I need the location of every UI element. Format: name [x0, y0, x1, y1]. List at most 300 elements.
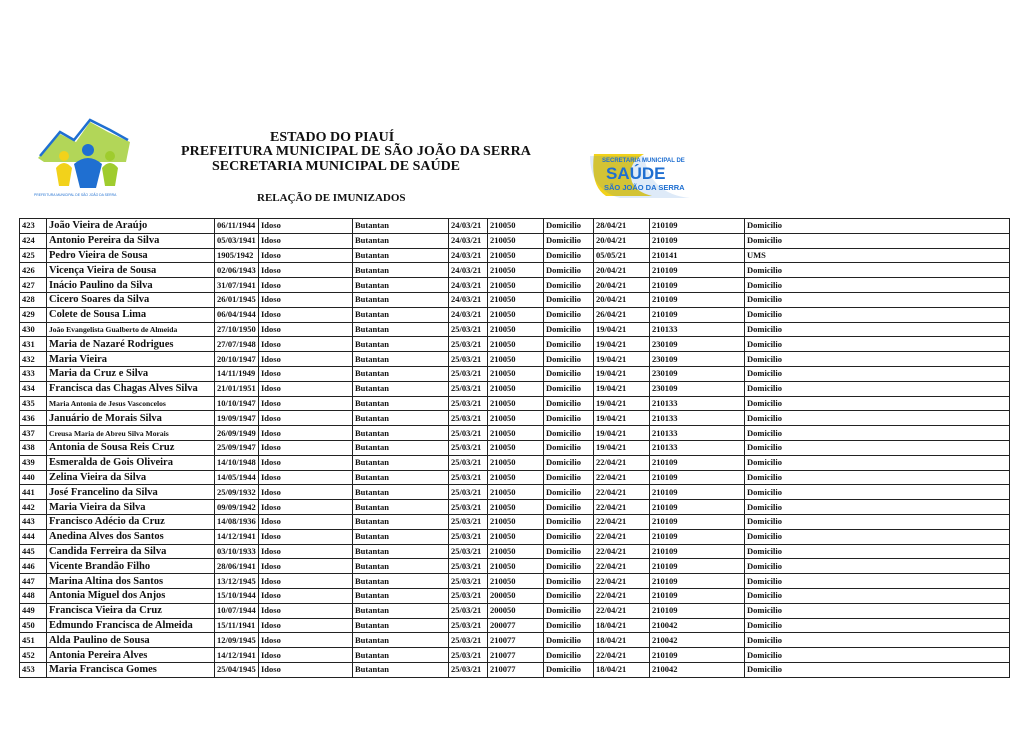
dose1-date: 25/03/21: [449, 352, 488, 367]
dose2-location: Domicilio: [745, 233, 1010, 248]
dose1-location: Domicilio: [544, 559, 594, 574]
secretaria-title: SECRETARIA MUNICIPAL DE SAÚDE: [212, 159, 461, 174]
dose1-date: 24/03/21: [449, 292, 488, 307]
dose2-date: 19/04/21: [594, 440, 650, 455]
dose2-lot: 210109: [650, 588, 745, 603]
dose1-lot: 200050: [488, 603, 544, 618]
row-number: 444: [20, 529, 47, 544]
dose2-date: 22/04/21: [594, 485, 650, 500]
vaccine-name: Butantan: [353, 574, 449, 589]
patient-name: Edmundo Francisca de Almeida: [47, 618, 215, 633]
patient-name: Francisco Adécio da Cruz: [47, 514, 215, 529]
patient-name: Creusa Maria de Abreu Silva Morais: [47, 426, 215, 441]
dose2-lot: 210109: [650, 574, 745, 589]
birth-date: 06/11/1944: [215, 219, 259, 234]
dose1-date: 25/03/21: [449, 381, 488, 396]
priority-group: Idoso: [259, 470, 353, 485]
table-row: [20, 529, 1010, 544]
priority-group: Idoso: [259, 292, 353, 307]
dose1-date: 24/03/21: [449, 278, 488, 293]
priority-group: Idoso: [259, 529, 353, 544]
dose2-lot: 210042: [650, 662, 745, 677]
dose1-date: 25/03/21: [449, 662, 488, 677]
patient-name: Zelina Vieira da Silva: [47, 470, 215, 485]
vaccine-name: Butantan: [353, 411, 449, 426]
dose2-lot: 210109: [650, 559, 745, 574]
dose2-lot: 210109: [650, 278, 745, 293]
patient-name: Antonia de Sousa Reis Cruz: [47, 440, 215, 455]
dose1-date: 25/03/21: [449, 440, 488, 455]
birth-date: 10/07/1944: [215, 603, 259, 618]
dose2-location: Domicilio: [745, 337, 1010, 352]
dose2-date: 19/04/21: [594, 337, 650, 352]
dose1-location: Domicilio: [544, 544, 594, 559]
dose1-date: 25/03/21: [449, 603, 488, 618]
birth-date: 31/07/1941: [215, 278, 259, 293]
dose2-date: 20/04/21: [594, 233, 650, 248]
vaccine-name: Butantan: [353, 426, 449, 441]
row-number: 424: [20, 233, 47, 248]
dose2-location: Domicilio: [745, 633, 1010, 648]
dose2-location: Domicilio: [745, 440, 1010, 455]
dose2-location: Domicilio: [745, 381, 1010, 396]
dose1-location: Domicilio: [544, 485, 594, 500]
dose1-location: Domicilio: [544, 633, 594, 648]
dose1-lot: 210050: [488, 411, 544, 426]
table-row: [20, 440, 1010, 455]
dose1-date: 25/03/21: [449, 574, 488, 589]
dose2-location: Domicilio: [745, 366, 1010, 381]
dose2-date: 05/05/21: [594, 248, 650, 263]
dose1-date: 25/03/21: [449, 426, 488, 441]
dose1-lot: 210050: [488, 500, 544, 515]
dose1-location: Domicilio: [544, 603, 594, 618]
dose2-date: 18/04/21: [594, 662, 650, 677]
patient-name: Antonia Pereira Alves: [47, 648, 215, 663]
dose1-lot: 210050: [488, 248, 544, 263]
patient-name: Vicença Vieira de Sousa: [47, 263, 215, 278]
priority-group: Idoso: [259, 500, 353, 515]
birth-date: 27/07/1948: [215, 337, 259, 352]
dose1-lot: 210050: [488, 307, 544, 322]
birth-date: 14/12/1941: [215, 648, 259, 663]
priority-group: Idoso: [259, 426, 353, 441]
dose2-date: 22/04/21: [594, 559, 650, 574]
table-row: [20, 500, 1010, 515]
priority-group: Idoso: [259, 485, 353, 500]
priority-group: Idoso: [259, 603, 353, 618]
birth-date: 26/09/1949: [215, 426, 259, 441]
birth-date: 10/10/1947: [215, 396, 259, 411]
priority-group: Idoso: [259, 352, 353, 367]
dose2-lot: 210109: [650, 648, 745, 663]
priority-group: Idoso: [259, 411, 353, 426]
dose1-location: Domicilio: [544, 381, 594, 396]
dose1-location: Domicilio: [544, 337, 594, 352]
dose2-lot: 210133: [650, 426, 745, 441]
row-number: 426: [20, 263, 47, 278]
dose2-location: Domicilio: [745, 411, 1010, 426]
dose1-date: 24/03/21: [449, 263, 488, 278]
dose2-date: 22/04/21: [594, 648, 650, 663]
priority-group: Idoso: [259, 633, 353, 648]
priority-group: Idoso: [259, 514, 353, 529]
dose2-date: 22/04/21: [594, 574, 650, 589]
dose2-location: Domicilio: [745, 662, 1010, 677]
birth-date: 20/10/1947: [215, 352, 259, 367]
row-number: 446: [20, 559, 47, 574]
secretaria-logo-bottom: SÃO JOÃO DA SERRA: [604, 183, 685, 192]
dose1-location: Domicilio: [544, 618, 594, 633]
table-row: [20, 485, 1010, 500]
prefeitura-title: PREFEITURA MUNICIPAL DE SÃO JOÃO DA SERRA: [181, 144, 531, 159]
patient-name: Anedina Alves dos Santos: [47, 529, 215, 544]
table-row: [20, 307, 1010, 322]
dose2-location: Domicilio: [745, 514, 1010, 529]
dose2-date: 22/04/21: [594, 588, 650, 603]
dose1-lot: 210050: [488, 219, 544, 234]
dose1-lot: 210050: [488, 559, 544, 574]
birth-date: 15/11/1941: [215, 618, 259, 633]
priority-group: Idoso: [259, 559, 353, 574]
patient-name: Francisca Vieira da Cruz: [47, 603, 215, 618]
priority-group: Idoso: [259, 366, 353, 381]
dose2-date: 18/04/21: [594, 618, 650, 633]
dose1-date: 25/03/21: [449, 648, 488, 663]
dose2-lot: 210042: [650, 633, 745, 648]
dose1-lot: 210050: [488, 396, 544, 411]
dose2-date: 18/04/21: [594, 633, 650, 648]
dose2-location: Domicilio: [745, 559, 1010, 574]
priority-group: Idoso: [259, 278, 353, 293]
vaccine-name: Butantan: [353, 292, 449, 307]
table-row: [20, 292, 1010, 307]
dose1-location: Domicilio: [544, 307, 594, 322]
table-row: [20, 574, 1010, 589]
dose2-lot: 230109: [650, 337, 745, 352]
birth-date: 25/04/1945: [215, 662, 259, 677]
row-number: 437: [20, 426, 47, 441]
dose2-lot: 210109: [650, 455, 745, 470]
vaccine-name: Butantan: [353, 322, 449, 337]
dose2-lot: 210109: [650, 544, 745, 559]
dose2-lot: 210042: [650, 618, 745, 633]
birth-date: 15/10/1944: [215, 588, 259, 603]
vaccine-name: Butantan: [353, 233, 449, 248]
dose1-date: 25/03/21: [449, 559, 488, 574]
dose1-date: 25/03/21: [449, 529, 488, 544]
dose2-date: 19/04/21: [594, 366, 650, 381]
birth-date: 25/09/1947: [215, 440, 259, 455]
dose1-date: 25/03/21: [449, 470, 488, 485]
dose1-date: 25/03/21: [449, 544, 488, 559]
priority-group: Idoso: [259, 440, 353, 455]
dose1-location: Domicilio: [544, 263, 594, 278]
vaccine-name: Butantan: [353, 307, 449, 322]
row-number: 433: [20, 366, 47, 381]
row-number: 432: [20, 352, 47, 367]
state-title: ESTADO DO PIAUÍ: [270, 130, 395, 145]
dose1-lot: 200050: [488, 588, 544, 603]
vaccine-name: Butantan: [353, 603, 449, 618]
birth-date: 02/06/1943: [215, 263, 259, 278]
dose1-location: Domicilio: [544, 233, 594, 248]
row-number: 445: [20, 544, 47, 559]
row-number: 428: [20, 292, 47, 307]
table-row: [20, 381, 1010, 396]
dose2-location: Domicilio: [745, 648, 1010, 663]
patient-name: Antonio Pereira da Silva: [47, 233, 215, 248]
dose1-location: Domicilio: [544, 322, 594, 337]
row-number: 447: [20, 574, 47, 589]
priority-group: Idoso: [259, 263, 353, 278]
priority-group: Idoso: [259, 455, 353, 470]
dose2-location: Domicilio: [745, 322, 1010, 337]
patient-name: Cicero Soares da Silva: [47, 292, 215, 307]
dose2-date: 20/04/21: [594, 292, 650, 307]
vaccine-name: Butantan: [353, 337, 449, 352]
birth-date: 27/10/1950: [215, 322, 259, 337]
dose2-location: Domicilio: [745, 396, 1010, 411]
dose1-date: 25/03/21: [449, 514, 488, 529]
row-number: 452: [20, 648, 47, 663]
dose1-location: Domicilio: [544, 278, 594, 293]
dose1-date: 25/03/21: [449, 366, 488, 381]
table-row: [20, 411, 1010, 426]
dose2-date: 19/04/21: [594, 411, 650, 426]
row-number: 443: [20, 514, 47, 529]
table-row: [20, 514, 1010, 529]
dose1-lot: 210050: [488, 292, 544, 307]
vaccine-name: Butantan: [353, 455, 449, 470]
priority-group: Idoso: [259, 574, 353, 589]
priority-group: Idoso: [259, 588, 353, 603]
dose1-location: Domicilio: [544, 219, 594, 234]
dose2-lot: 210109: [650, 307, 745, 322]
dose2-location: Domicilio: [745, 219, 1010, 234]
dose2-date: 22/04/21: [594, 529, 650, 544]
dose1-date: 25/03/21: [449, 337, 488, 352]
vaccine-name: Butantan: [353, 381, 449, 396]
dose2-lot: 230109: [650, 366, 745, 381]
row-number: 449: [20, 603, 47, 618]
birth-date: 05/03/1941: [215, 233, 259, 248]
dose2-location: Domicilio: [745, 500, 1010, 515]
table-row: [20, 559, 1010, 574]
relacao-title: RELAÇÃO DE IMUNIZADOS: [257, 192, 406, 204]
dose2-lot: 210109: [650, 470, 745, 485]
vaccine-name: Butantan: [353, 559, 449, 574]
vaccine-name: Butantan: [353, 263, 449, 278]
priority-group: Idoso: [259, 233, 353, 248]
birth-date: 13/12/1945: [215, 574, 259, 589]
vaccine-name: Butantan: [353, 248, 449, 263]
dose2-location: Domicilio: [745, 603, 1010, 618]
dose1-location: Domicilio: [544, 411, 594, 426]
dose2-lot: 210109: [650, 500, 745, 515]
dose2-location: Domicilio: [745, 307, 1010, 322]
dose1-location: Domicilio: [544, 500, 594, 515]
dose2-date: 26/04/21: [594, 307, 650, 322]
dose2-lot: 210109: [650, 603, 745, 618]
dose1-lot: 210077: [488, 662, 544, 677]
dose1-lot: 210050: [488, 440, 544, 455]
dose2-date: 20/04/21: [594, 263, 650, 278]
dose2-date: 22/04/21: [594, 544, 650, 559]
dose2-location: Domicilio: [745, 529, 1010, 544]
row-number: 425: [20, 248, 47, 263]
row-number: 436: [20, 411, 47, 426]
dose2-lot: 210133: [650, 411, 745, 426]
dose1-date: 24/03/21: [449, 307, 488, 322]
dose1-date: 25/03/21: [449, 633, 488, 648]
table-row: [20, 337, 1010, 352]
dose1-location: Domicilio: [544, 514, 594, 529]
dose2-date: 22/04/21: [594, 603, 650, 618]
priority-group: Idoso: [259, 248, 353, 263]
table-row: [20, 263, 1010, 278]
dose2-lot: 210109: [650, 514, 745, 529]
dose1-location: Domicilio: [544, 470, 594, 485]
vaccine-name: Butantan: [353, 278, 449, 293]
birth-date: 09/09/1942: [215, 500, 259, 515]
vaccine-name: Butantan: [353, 352, 449, 367]
dose2-location: Domicilio: [745, 574, 1010, 589]
dose1-date: 25/03/21: [449, 588, 488, 603]
table-row: [20, 322, 1010, 337]
birth-date: 14/10/1948: [215, 455, 259, 470]
vaccine-name: Butantan: [353, 633, 449, 648]
dose2-lot: 230109: [650, 381, 745, 396]
dose1-date: 25/03/21: [449, 618, 488, 633]
priority-group: Idoso: [259, 544, 353, 559]
dose1-location: Domicilio: [544, 455, 594, 470]
dose1-lot: 210050: [488, 366, 544, 381]
dose2-date: 19/04/21: [594, 396, 650, 411]
row-number: 440: [20, 470, 47, 485]
birth-date: 25/09/1932: [215, 485, 259, 500]
dose2-lot: 210141: [650, 248, 745, 263]
dose1-lot: 210050: [488, 233, 544, 248]
dose2-lot: 210109: [650, 263, 745, 278]
dose2-lot: 210109: [650, 233, 745, 248]
vaccine-name: Butantan: [353, 396, 449, 411]
priority-group: Idoso: [259, 648, 353, 663]
patient-name: Alda Paulino de Sousa: [47, 633, 215, 648]
patient-name: Maria Francisca Gomes: [47, 662, 215, 677]
dose2-date: 19/04/21: [594, 352, 650, 367]
dose1-date: 25/03/21: [449, 485, 488, 500]
birth-date: 1905/1942: [215, 248, 259, 263]
table-row: [20, 233, 1010, 248]
dose2-lot: 230109: [650, 352, 745, 367]
dose1-lot: 210050: [488, 352, 544, 367]
patient-name: João Evangelista Gualberto de Almeida: [47, 322, 215, 337]
secretaria-logo-top: SECRETARIA MUNICIPAL DE: [602, 158, 685, 164]
patient-name: Candida Ferreira da Silva: [47, 544, 215, 559]
dose1-location: Domicilio: [544, 662, 594, 677]
vaccine-name: Butantan: [353, 470, 449, 485]
priority-group: Idoso: [259, 307, 353, 322]
vaccine-name: Butantan: [353, 618, 449, 633]
dose2-location: Domicilio: [745, 544, 1010, 559]
patient-name: Esmeralda de Gois Oliveira: [47, 455, 215, 470]
row-number: 438: [20, 440, 47, 455]
birth-date: 19/09/1947: [215, 411, 259, 426]
table-row: [20, 366, 1010, 381]
table-row: [20, 278, 1010, 293]
dose1-lot: 210050: [488, 278, 544, 293]
dose1-date: 24/03/21: [449, 233, 488, 248]
vaccine-name: Butantan: [353, 440, 449, 455]
patient-name: José Francelino da Silva: [47, 485, 215, 500]
dose1-location: Domicilio: [544, 396, 594, 411]
dose2-location: Domicilio: [745, 292, 1010, 307]
dose2-location: Domicilio: [745, 426, 1010, 441]
priority-group: Idoso: [259, 322, 353, 337]
table-row: [20, 248, 1010, 263]
dose1-location: Domicilio: [544, 292, 594, 307]
birth-date: 28/06/1941: [215, 559, 259, 574]
prefeitura-logo-caption: PREFEITURA MUNICIPAL DE SÃO JOÃO DA SERRA: [34, 193, 117, 197]
row-number: 434: [20, 381, 47, 396]
dose1-location: Domicilio: [544, 352, 594, 367]
vaccine-name: Butantan: [353, 219, 449, 234]
dose1-lot: 210050: [488, 426, 544, 441]
priority-group: Idoso: [259, 381, 353, 396]
dose2-location: Domicilio: [745, 588, 1010, 603]
dose1-lot: 210050: [488, 574, 544, 589]
dose2-date: 19/04/21: [594, 322, 650, 337]
dose1-lot: 210050: [488, 470, 544, 485]
dose1-location: Domicilio: [544, 248, 594, 263]
dose1-lot: 210050: [488, 485, 544, 500]
row-number: 450: [20, 618, 47, 633]
table-row: [20, 455, 1010, 470]
priority-group: Idoso: [259, 618, 353, 633]
priority-group: Idoso: [259, 662, 353, 677]
dose2-date: 19/04/21: [594, 426, 650, 441]
dose1-lot: 210050: [488, 381, 544, 396]
dose1-lot: 210050: [488, 455, 544, 470]
vaccine-name: Butantan: [353, 648, 449, 663]
dose1-location: Domicilio: [544, 426, 594, 441]
priority-group: Idoso: [259, 219, 353, 234]
secretaria-logo-main: SAÚDE: [606, 164, 666, 183]
birth-date: 14/11/1949: [215, 366, 259, 381]
dose1-lot: 210050: [488, 544, 544, 559]
birth-date: 14/12/1941: [215, 529, 259, 544]
dose2-date: 20/04/21: [594, 278, 650, 293]
patient-name: Francisca das Chagas Alves Silva: [47, 381, 215, 396]
dose1-date: 25/03/21: [449, 500, 488, 515]
dose2-location: Domicilio: [745, 263, 1010, 278]
dose1-lot: 210050: [488, 263, 544, 278]
patient-name: Maria de Nazaré Rodrigues: [47, 337, 215, 352]
birth-date: 14/08/1936: [215, 514, 259, 529]
dose2-location: UMS: [745, 248, 1010, 263]
table-row: [20, 352, 1010, 367]
dose1-lot: 210077: [488, 633, 544, 648]
dose2-location: Domicilio: [745, 485, 1010, 500]
dose2-date: 22/04/21: [594, 514, 650, 529]
vaccine-name: Butantan: [353, 529, 449, 544]
dose1-location: Domicilio: [544, 440, 594, 455]
dose2-lot: 210133: [650, 322, 745, 337]
dose1-date: 24/03/21: [449, 248, 488, 263]
birth-date: 21/01/1951: [215, 381, 259, 396]
row-number: 448: [20, 588, 47, 603]
